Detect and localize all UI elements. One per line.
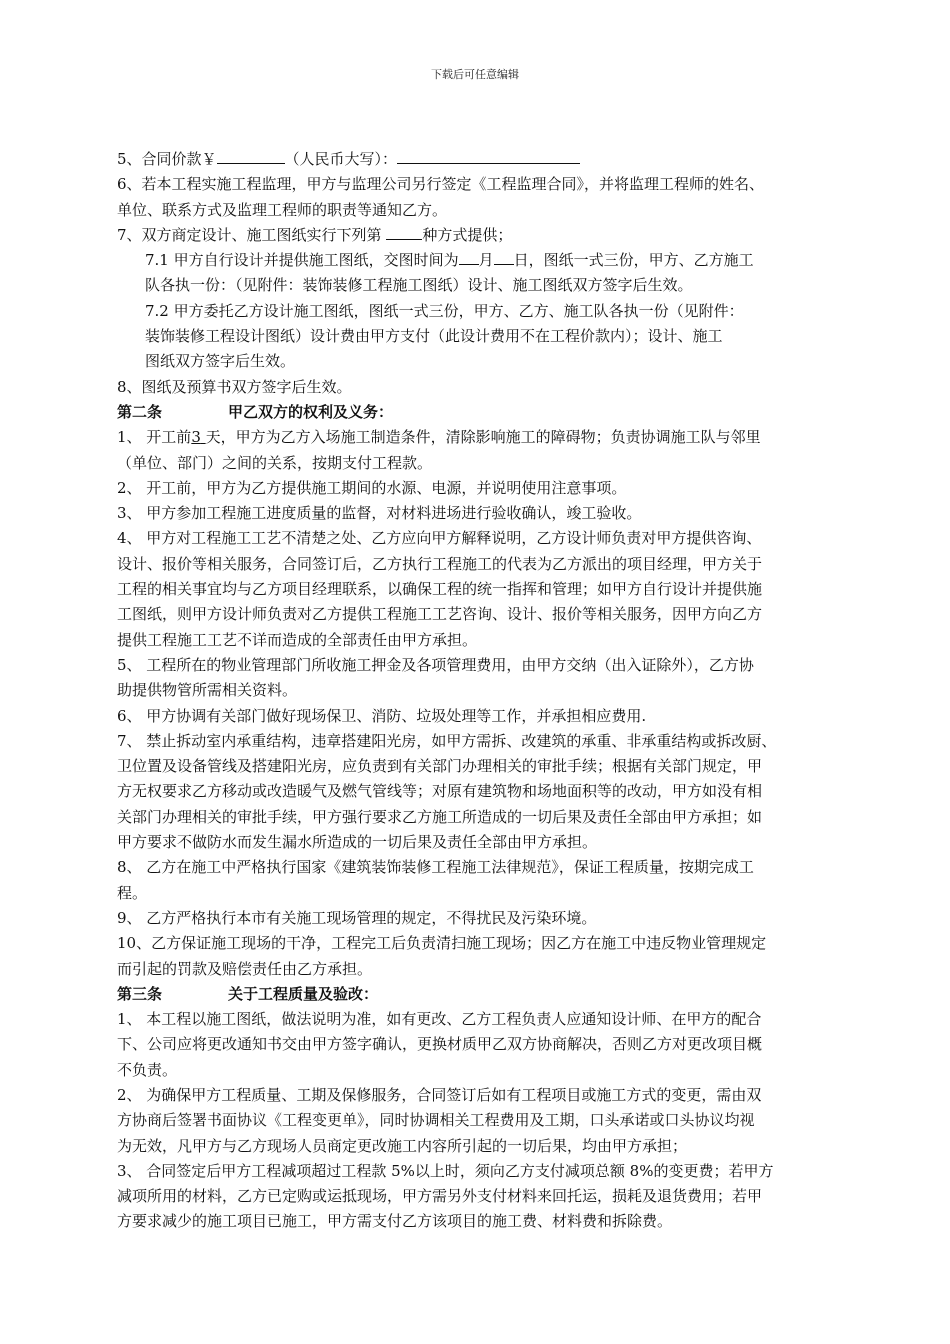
clause-line: 程。 bbox=[117, 883, 148, 902]
section-3-heading bbox=[117, 982, 852, 1007]
sec2-item-1-post: 天，甲方为乙方入场施工制造条件，清除影响施工的障碍物；负责协调施工队与邻里 bbox=[205, 428, 761, 447]
month-blank bbox=[459, 248, 479, 265]
clause-line: 为无效，凡甲方与乙方现场人员商定更改施工内容所引起的一切后果，均由甲方承担； bbox=[117, 1136, 688, 1155]
clause-line: 工程的相关事宜均与乙方项目经理联系，以确保工程的统一指挥和管理；如甲方自行设计并提供施 bbox=[117, 580, 763, 599]
clause-line: 甲方要求不做防水而发生漏水所造成的一切后果及责任全部由甲方承担。 bbox=[117, 833, 598, 852]
clause-line: 7.2 甲方委托乙方设计施工图纸，图纸一式三份，甲方、乙方、施工队各执一份（见附件： bbox=[145, 301, 744, 320]
section-3-title: 关于工程质量及验改： bbox=[228, 984, 379, 1003]
clause-line: 单位、联系方式及监理工程师的职责等通知乙方。 bbox=[117, 200, 448, 219]
clause-line: 3、 甲方参加工程施工进度质量的监督，对材料进场进行验收确认，竣工验收。 bbox=[117, 504, 642, 523]
price-label: 5、合同价款￥ bbox=[117, 150, 217, 168]
clause-line: 不负责。 bbox=[117, 1060, 178, 1079]
clause-line: 卫位置及设备管线及搭建阳光房，应负责到有关部门办理相关的审批手续；根据有关部门规定，甲 bbox=[117, 757, 763, 776]
days-value: 3 bbox=[191, 428, 201, 447]
clause-line: 图纸双方签字后生效。 bbox=[145, 352, 296, 371]
page-header: 下载后可任意编辑 bbox=[431, 68, 519, 81]
method-label: 7、双方商定设计、施工图纸实行下列第 bbox=[117, 225, 387, 244]
clause-7-1-text: 7.1 甲方自行设计并提供施工图纸，交图时间为 bbox=[145, 251, 459, 270]
section-2-number: 第二条 bbox=[117, 402, 163, 421]
clause-line: 4、 甲方对工程施工工艺不清楚之处、乙方应向甲方解释说明，乙方设计师负责对甲方提供咨询、 bbox=[117, 529, 762, 548]
clause-line: 6、若本工程实施工程监理，甲方与监理公司另行签定《工程监理合同》，并将监理工程师的姓名、 bbox=[117, 175, 765, 194]
section-2-title: 甲乙双方的权利及义务： bbox=[228, 402, 394, 421]
method-blank bbox=[386, 223, 422, 240]
clause-line: 8、 乙方在施工中严格执行国家《建筑装饰装修工程施工法律规范》，保证工程质量，按期完成工 bbox=[117, 858, 754, 877]
clause-drawing-method bbox=[117, 223, 852, 248]
price-words-blank bbox=[397, 147, 580, 164]
clause-line: 下、公司应将更改通知书交由甲方签字确认，更换材质甲乙双方协商解决，否则乙方对更改项目概 bbox=[117, 1035, 763, 1054]
clause-price bbox=[117, 147, 852, 172]
clause-line: 工图纸，则甲方设计师负责对乙方提供工程施工工艺咨询、设计、报价等相关服务，因甲方向乙方 bbox=[117, 605, 763, 624]
document-body bbox=[117, 147, 852, 1235]
clause-line: 方要求减少的施工项目已施工，甲方需支付乙方该项目的施工费、材料费和拆除费。 bbox=[117, 1212, 673, 1231]
sec2-item-1 bbox=[117, 425, 852, 450]
clause-line: 关部门办理相关的审批手续，甲方强行要求乙方施工所造成的一切后果及责任全部由甲方承担；如 bbox=[117, 807, 763, 826]
day-blank bbox=[494, 248, 514, 265]
clause-line: 9、 乙方严格执行本市有关施工现场管理的规定，不得扰民及污染环境。 bbox=[117, 908, 597, 927]
clause-7-1 bbox=[117, 248, 852, 273]
clause-line: （单位、部门）之间的关系，按期支付工程款。 bbox=[117, 453, 433, 472]
clause-7-1-text-end: 日，图纸一式三份，甲方、乙方施工 bbox=[513, 251, 754, 270]
price-blank bbox=[217, 147, 285, 164]
clause-line: 减项所用的材料，乙方已定购或运抵现场，甲方需另外支付材料来回托运，损耗及退货费用；若甲 bbox=[117, 1187, 763, 1206]
clause-line: 5、 工程所在的物业管理部门所收施工押金及各项管理费用，由甲方交纳（出入证除外），乙方协 bbox=[117, 655, 754, 674]
clause-line: 方无权要求乙方移动或改造暖气及燃气管线等；对原有建筑物和场地面积等的改动，甲方如没有相 bbox=[117, 782, 763, 801]
price-words-label: （人民币大写）： bbox=[284, 150, 398, 168]
section-3-lines bbox=[117, 1007, 852, 1235]
section-3-number: 第三条 bbox=[117, 984, 163, 1003]
clause-line: 而引起的罚款及赔偿责任由乙方承担。 bbox=[117, 959, 373, 978]
clause-line: 8、图纸及预算书双方签字后生效。 bbox=[117, 377, 352, 396]
clause-line: 助提供物管所需相关资料。 bbox=[117, 681, 298, 700]
clause-line: 10、乙方保证施工现场的干净，工程完工后负责清扫施工现场；因乙方在施工中违反物业管理规定 bbox=[117, 934, 767, 953]
section-2-heading bbox=[117, 400, 852, 425]
clause-line: 7、 禁止拆动室内承重结构，违章搭建阳光房，如甲方需拆、改建筑的承重、非承重结构或拆改厨、 bbox=[117, 731, 777, 750]
month-label: 月 bbox=[478, 251, 494, 270]
clause-line: 2、 为确保甲方工程质量、工期及保修服务，合同签订后如有工程项目或施工方式的变更，需由双 bbox=[117, 1085, 762, 1104]
clause-line: 提供工程施工工艺不详而造成的全部责任由甲方承担。 bbox=[117, 630, 478, 649]
clause-line: 3、 合同签定后甲方工程减项超过工程款 5%以上时，须向乙方支付减项总额 8%的变更费；若甲方 bbox=[117, 1161, 774, 1180]
clause-line: 设计、报价等相关服务，合同签订后，乙方执行工程施工的代表为乙方派出的项目经理，甲方关于 bbox=[117, 554, 763, 573]
clause-line: 1、 本工程以施工图纸，做法说明为准，如有更改、乙方工程负责人应通知设计师、在甲方的配合 bbox=[117, 1010, 762, 1029]
clause-line: 2、 开工前，甲方为乙方提供施工期间的水源、电源，并说明使用注意事项。 bbox=[117, 478, 627, 497]
method-suffix: 种方式提供； bbox=[422, 225, 513, 244]
sec2-item-1-pre: 1、 开工前 bbox=[117, 428, 192, 447]
clause-line: 方协商后签署书面协议《工程变更单》，同时协调相关工程费用及工期，口头承诺或口头协议均视 bbox=[117, 1111, 755, 1130]
clause-line: 6、 甲方协调有关部门做好现场保卫、消防、垃圾处理等工作，并承担相应费用. bbox=[117, 706, 647, 725]
clause-line: 装饰装修工程设计图纸）设计费由甲方支付（此设计费用不在工程价款内）；设计、施工 bbox=[145, 327, 723, 346]
section-2-lines bbox=[117, 451, 852, 982]
clause-line: 队各执一份：（见附件：装饰装修工程施工图纸）设计、施工图纸双方签字后生效。 bbox=[145, 276, 693, 295]
